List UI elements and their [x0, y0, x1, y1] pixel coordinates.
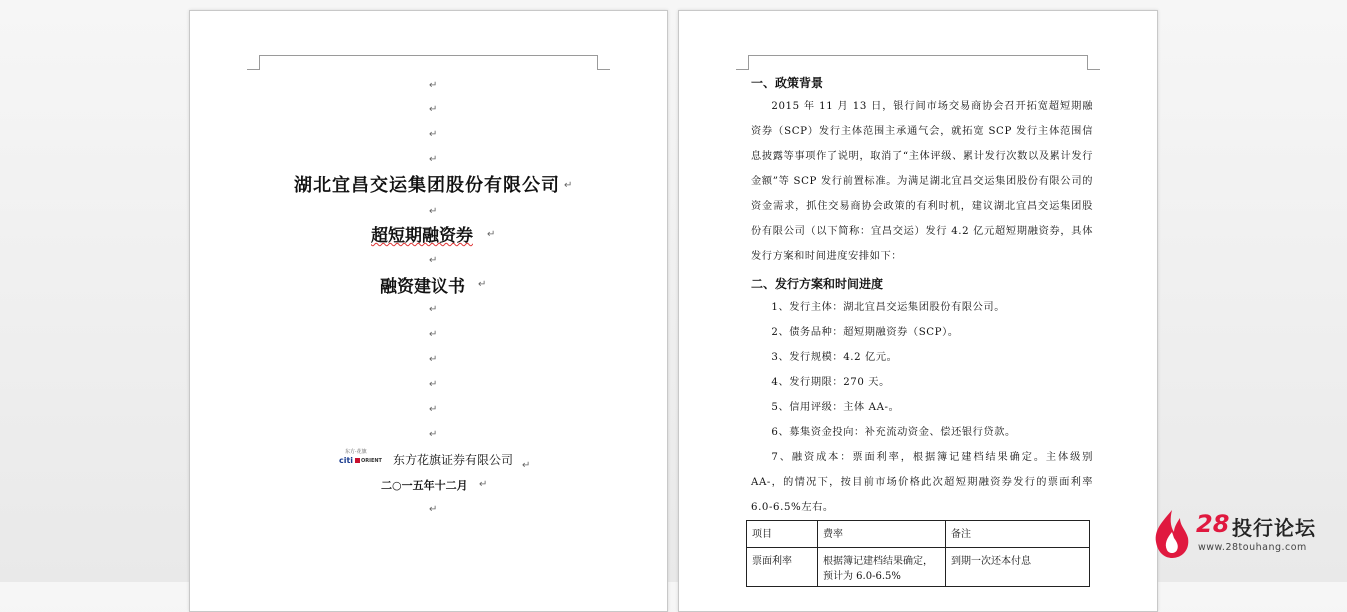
watermark-name: 投行论坛 — [1232, 516, 1316, 540]
product-title — [371, 221, 473, 246]
paragraph-mark: ↵ — [429, 80, 438, 91]
cover-date: 二○一五年十二月 — [381, 479, 468, 492]
paragraph-mark: ↵ — [429, 329, 438, 340]
orient-logo-mark — [355, 458, 360, 463]
watermark-number: 28 — [1196, 510, 1230, 538]
underwriter-name: 东方花旗证券有限公司 — [393, 453, 514, 467]
list-item: 2、债务品种：超短期融资券（SCP）。 — [771, 327, 959, 338]
table-cell: 票面利率 — [747, 548, 818, 587]
table-row — [747, 548, 1090, 587]
section1-heading: 一、政策背景 — [751, 76, 824, 90]
company-title: 湖北宜昌交运集团股份有限公司 — [294, 175, 560, 196]
list-item: 5、信用评级：主体 AA-。 — [771, 402, 900, 413]
section2-heading: 二、发行方案和时间进度 — [751, 277, 884, 291]
paragraph-mark: ↵ — [429, 206, 438, 217]
header-rule — [748, 55, 1087, 56]
plan-item-list — [751, 295, 1093, 520]
citi-logo-text: citi — [339, 456, 354, 465]
table-header-cell: 项目 — [747, 521, 818, 548]
content-page — [678, 10, 1158, 612]
margin-corner-top-left — [247, 55, 260, 70]
paragraph-mark: ↵ — [429, 354, 438, 365]
paragraph-mark: ↵ — [487, 229, 496, 240]
watermark-url: www.28touhang.com — [1198, 542, 1307, 553]
table-cell: 到期一次还本付息 — [946, 548, 1090, 587]
paragraph-mark: ↵ — [478, 279, 487, 290]
paragraph-mark: ↵ — [429, 154, 438, 165]
paragraph-mark: ↵ — [429, 404, 438, 415]
list-item: 7、融资成本：票面利率，根据簿记建档结果确定。主体级别 AA-，的情况下，按目前市场价格此次超短期融资券发行的票面利率6.0-6.5%左右。 — [751, 452, 1093, 513]
fee-table — [746, 520, 1090, 587]
forum-watermark — [1152, 506, 1342, 562]
paragraph-mark: ↵ — [429, 255, 438, 266]
logo-top-text: 东方·花旗 — [345, 449, 367, 455]
flame-icon — [1152, 508, 1192, 560]
paragraph-mark: ↵ — [522, 460, 531, 471]
margin-corner-top-left — [736, 55, 749, 70]
list-item: 3、发行规模：4.2 亿元。 — [771, 352, 898, 363]
paragraph-mark: ↵ — [429, 304, 438, 315]
section1-paragraph: 2015 年 11 月 13 日，银行间市场交易商协会召开拓宽超短期融资券（SCP）发行主体范围主承通气会，就拓宽 SCP 发行主体范围信息披露等事项作了说明，取消了“主体评级、累计发行次数以及累计发行金额”等 SCP 发行前置标准。为满足湖北宜昌交运集团股份有限公司的资金需求，抓住交易商协会政策的有利时机，建议湖北宜昌交运集团股份有限公司（以下简称：宜昌交运）发行 4.2 亿元超短期融资券，具体发行方案和时间进度安排如下： — [751, 101, 1093, 262]
list-item: 6、募集资金投向：补充流动资金、偿还银行贷款。 — [771, 427, 1016, 438]
orient-logo-text: ORIENT — [361, 458, 382, 464]
cover-page — [189, 10, 668, 612]
margin-corner-top-right — [1087, 55, 1100, 70]
paragraph-mark: ↵ — [479, 479, 488, 490]
table-header-row — [747, 521, 1090, 548]
table-cell: 根据簿记建档结果确定，预计为 6.0-6.5% — [818, 548, 946, 587]
paragraph-mark: ↵ — [429, 504, 438, 515]
table-header-cell: 备注 — [946, 521, 1090, 548]
paragraph-mark: ↵ — [564, 180, 573, 191]
paragraph-mark: ↵ — [429, 104, 438, 115]
margin-corner-top-right — [597, 55, 610, 70]
header-rule — [259, 55, 597, 56]
doc-type-title: 融资建议书 — [380, 277, 465, 297]
list-item: 1、发行主体：湖北宜昌交运集团股份有限公司。 — [771, 302, 1006, 313]
paragraph-mark: ↵ — [429, 379, 438, 390]
product-title-text: 超短期融资券 — [371, 226, 473, 246]
underwriter-logo — [339, 448, 387, 470]
paragraph-mark: ↵ — [429, 429, 438, 440]
list-item: 4、发行期限：270 天。 — [771, 377, 890, 388]
paragraph-mark: ↵ — [429, 129, 438, 140]
table-header-cell: 费率 — [818, 521, 946, 548]
